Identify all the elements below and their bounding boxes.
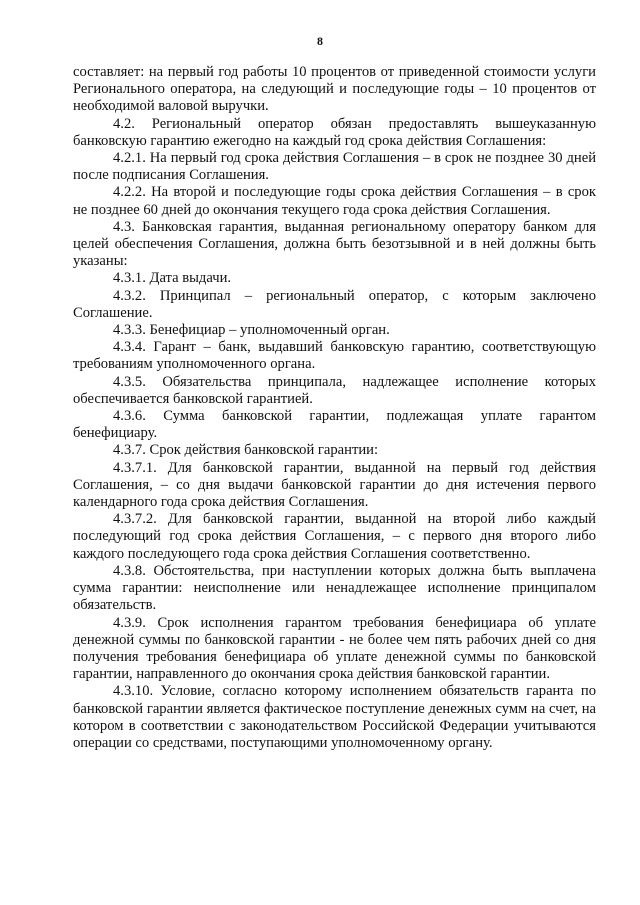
paragraph-4-3-7-1: 4.3.7.1. Для банковской гарантии, выданной на первый год действия Соглашения, – со дня выдачи банковской гарантии до дня истечения первого календарного года срока действия Соглашения. <box>73 459 596 511</box>
paragraph-4-2: 4.2. Региональный оператор обязан предоставлять вышеуказанную банковскую гарантию ежегодно на каждый год срока действия Соглашения: <box>73 115 596 149</box>
paragraph-4-3-5: 4.3.5. Обязательства принципала, надлежащее исполнение которых обеспечивается банковской гарантией. <box>73 373 596 407</box>
paragraph-4-3-1: 4.3.1. Дата выдачи. <box>113 270 232 287</box>
paragraph: составляет: на первый год работы 10 процентов от приведенной стоимости услуги Регионального оператора, на следующий и последующие годы – 10 процентов от необходимой валовой выручки. <box>73 64 596 115</box>
document-body <box>73 64 596 752</box>
paragraph-4-3-7: 4.3.7. Срок действия банковской гарантии: <box>113 442 379 459</box>
paragraph-4-3: 4.3. Банковская гарантия, выданная региональному оператору банком для целей обеспечения Соглашения, должна быть безотзывной и в ней должны быть указаны: <box>73 218 596 270</box>
paragraph-4-3-4: 4.3.4. Гарант – банк, выдавший банковскую гарантию, соответствующую требованиям уполномоченного органа. <box>73 339 596 373</box>
paragraph-4-3-7-2: 4.3.7.2. Для банковской гарантии, выданной на второй либо каждый последующий год срока действия Соглашения, – с первого дня второго либо каждого последующего года срока действия Соглашения соответственно. <box>73 511 596 562</box>
paragraph-4-3-9: 4.3.9. Срок исполнения гарантом требования бенефициара об уплате денежной суммы по банковской гарантии - не более чем пять рабочих дней со дня получения требования бенефициара об уплате денежной суммы по банковской гарантии, направленного до окончания срока действия банковской гарантии. <box>73 614 596 683</box>
paragraph-4-3-8: 4.3.8. Обстоятельства, при наступлении которых должна быть выплачена сумма гарантии: неисполнение или ненадлежащее исполнение принципалом обязательств. <box>73 562 596 614</box>
paragraph-4-2-2: 4.2.2. На второй и последующие годы срока действия Соглашения – в срок не позднее 60 дней до окончания текущего года срока действия Соглашения. <box>73 184 596 218</box>
paragraph-4-3-10: 4.3.10. Условие, согласно которому исполнением обязательств гаранта по банковской гарантии является фактическое поступление денежных сумм на счет, на котором в соответствии с законодательством Российской Федерации учитываются операции со средствами, поступающими уполномоченному органу. <box>73 683 596 751</box>
paragraph-4-3-2: 4.3.2. Принципал – региональный оператор, с которым заключено Соглашение. <box>73 287 596 321</box>
paragraph-4-2-1: 4.2.1. На первый год срока действия Соглашения – в срок не позднее 30 дней после подписания Соглашения. <box>73 150 596 184</box>
paragraph-4-3-3: 4.3.3. Бенефициар – уполномоченный орган. <box>113 322 390 339</box>
page-number: 8 <box>317 34 323 48</box>
paragraph-4-3-6: 4.3.6. Сумма банковской гарантии, подлежащая уплате гарантом бенефициару. <box>73 408 596 442</box>
